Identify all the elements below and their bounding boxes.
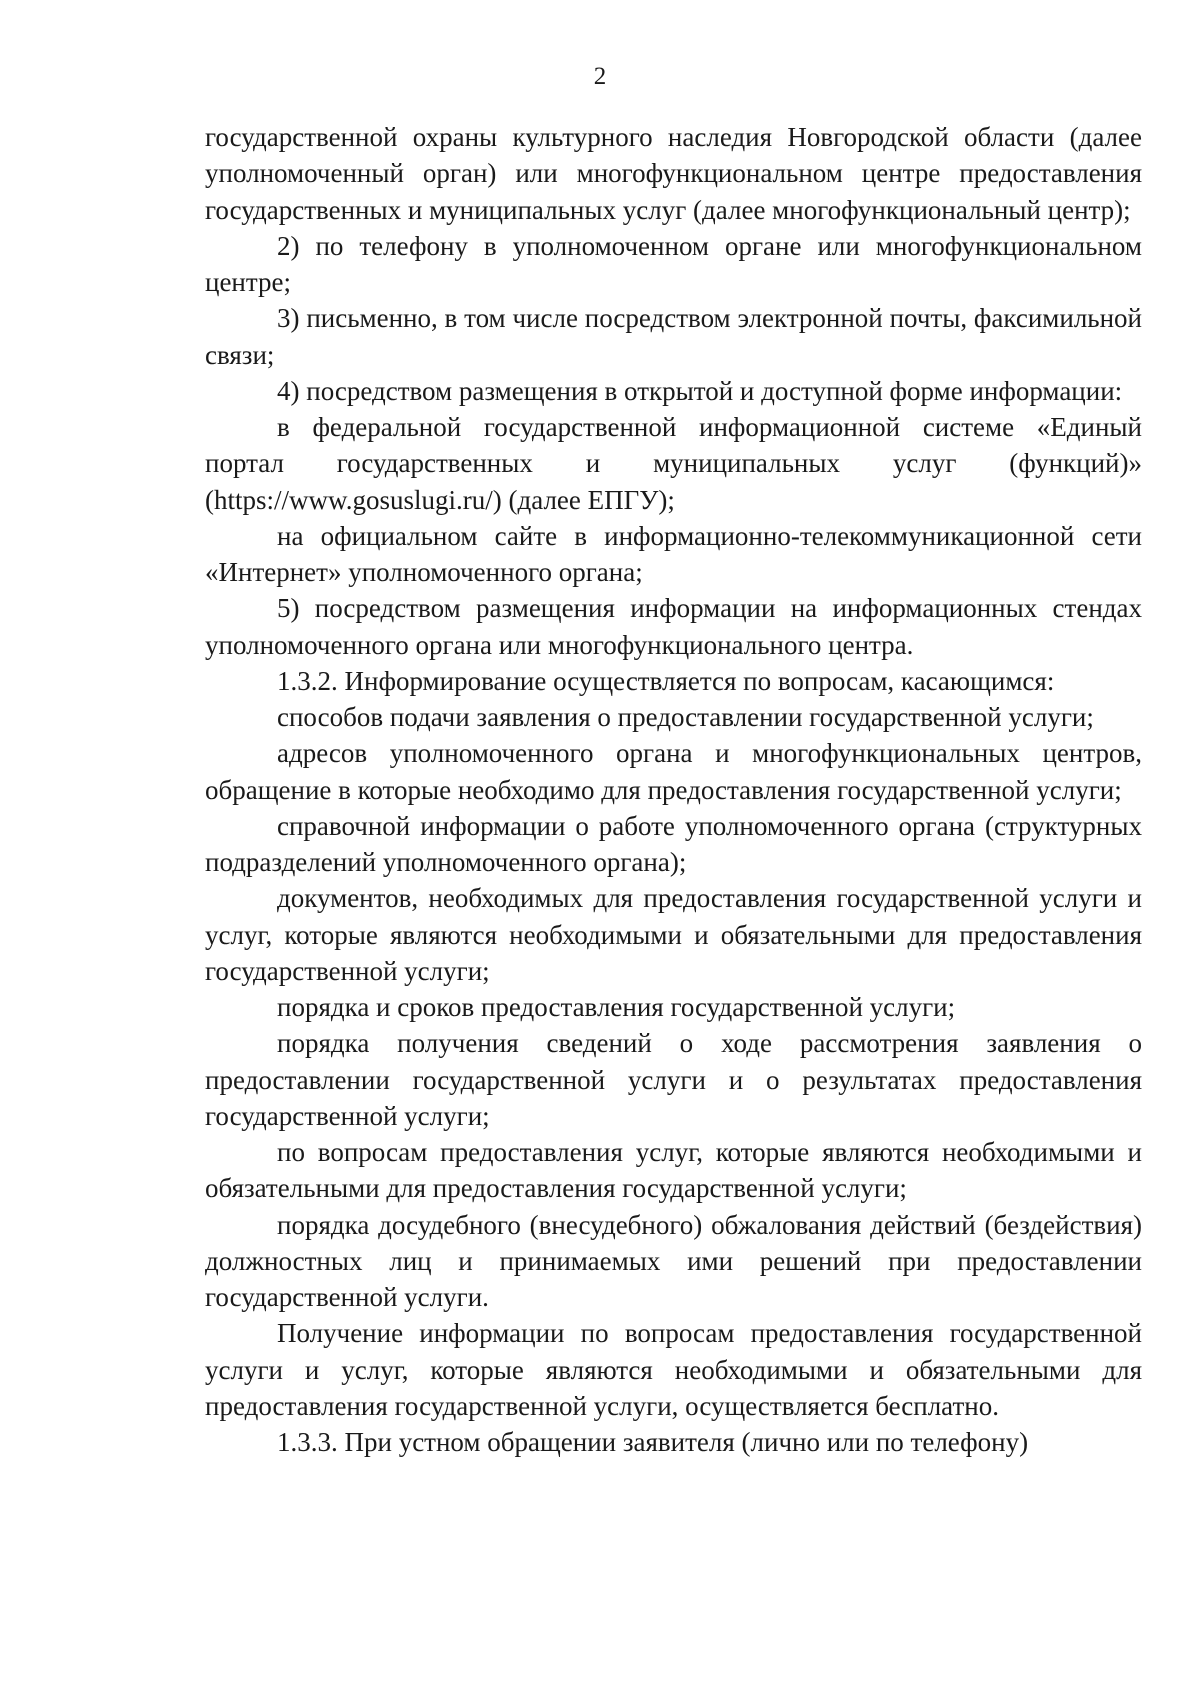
paragraph-item-2-phone: 2) по телефону в уполномоченном органе или многофункциональном центре;	[205, 230, 1142, 297]
paragraph-continuation: государственной охраны культурного наследия Новгородской области (далее уполномоченный орган) или многофункциональном центре предоставления государственных и муниципальных услуг (далее многофункциональный центр);	[205, 122, 1142, 225]
paragraph-1-3-2-heading: 1.3.2. Информирование осуществляется по вопросам, касающимся:	[277, 665, 1055, 696]
paragraph-topic-documents: документов, необходимых для предоставления государственной услуги и услуг, которые являются необходимыми и обязательными для предоставления государственной услуги;	[205, 883, 1142, 986]
page-number: 2	[593, 63, 607, 90]
paragraph-1-3-3-start: 1.3.3. При устном обращении заявителя (лично или по телефону)	[277, 1427, 1029, 1457]
paragraph-topic-appeal: порядка досудебного (внесудебного) обжалования действий (бездействия) должностных лиц и принимаемых ими решений при предоставлении государственной услуги.	[205, 1209, 1142, 1312]
paragraph-item-4-publication: 4) посредством размещения в открытой и доступной форме информации:	[277, 375, 1123, 406]
paragraph-topic-reference: справочной информации о работе уполномоченного органа (структурных подразделений уполномоченного органа);	[205, 810, 1142, 877]
paragraph-item-5-stands: 5) посредством размещения информации на информационных стендах уполномоченного органа или многофункционального центра.	[205, 593, 1142, 660]
paragraph-topic-progress: порядка получения сведений о ходе рассмотрения заявления о предоставлении государственной услуги и о результатах предоставления государственной услуги;	[205, 1028, 1142, 1131]
paragraph-item-3-written: 3) письменно, в том числе посредством электронной почты, факсимильной связи;	[205, 303, 1142, 370]
paragraph-topic-terms: порядка и сроков предоставления государственной услуги;	[277, 992, 956, 1022]
document-body	[205, 119, 1142, 1460]
paragraph-topic-required-services: по вопросам предоставления услуг, которые являются необходимыми и обязательными для предоставления государственной услуги;	[205, 1137, 1142, 1204]
paragraph-topic-addresses: адресов уполномоченного органа и многофункциональных центров, обращение в которые необходимо для предоставления государственной услуги;	[205, 738, 1142, 805]
paragraph-epgu: в федеральной государственной информационной системе «Единый портал государственных и муниципальных услуг (функций)» (https://www.gosuslugi.ru/) (далее ЕПГУ);	[205, 412, 1142, 515]
paragraph-official-site: на официальном сайте в информационно-телекоммуникационной сети «Интернет» уполномоченного органа;	[205, 520, 1142, 587]
paragraph-free-of-charge: Получение информации по вопросам предоставления государственной услуги и услуг, которые являются необходимыми и обязательными для предоставления государственной услуги, осуществляется бесплатно.	[205, 1318, 1142, 1421]
paragraph-topic-submission: способов подачи заявления о предоставлении государственной услуги;	[277, 702, 1094, 732]
